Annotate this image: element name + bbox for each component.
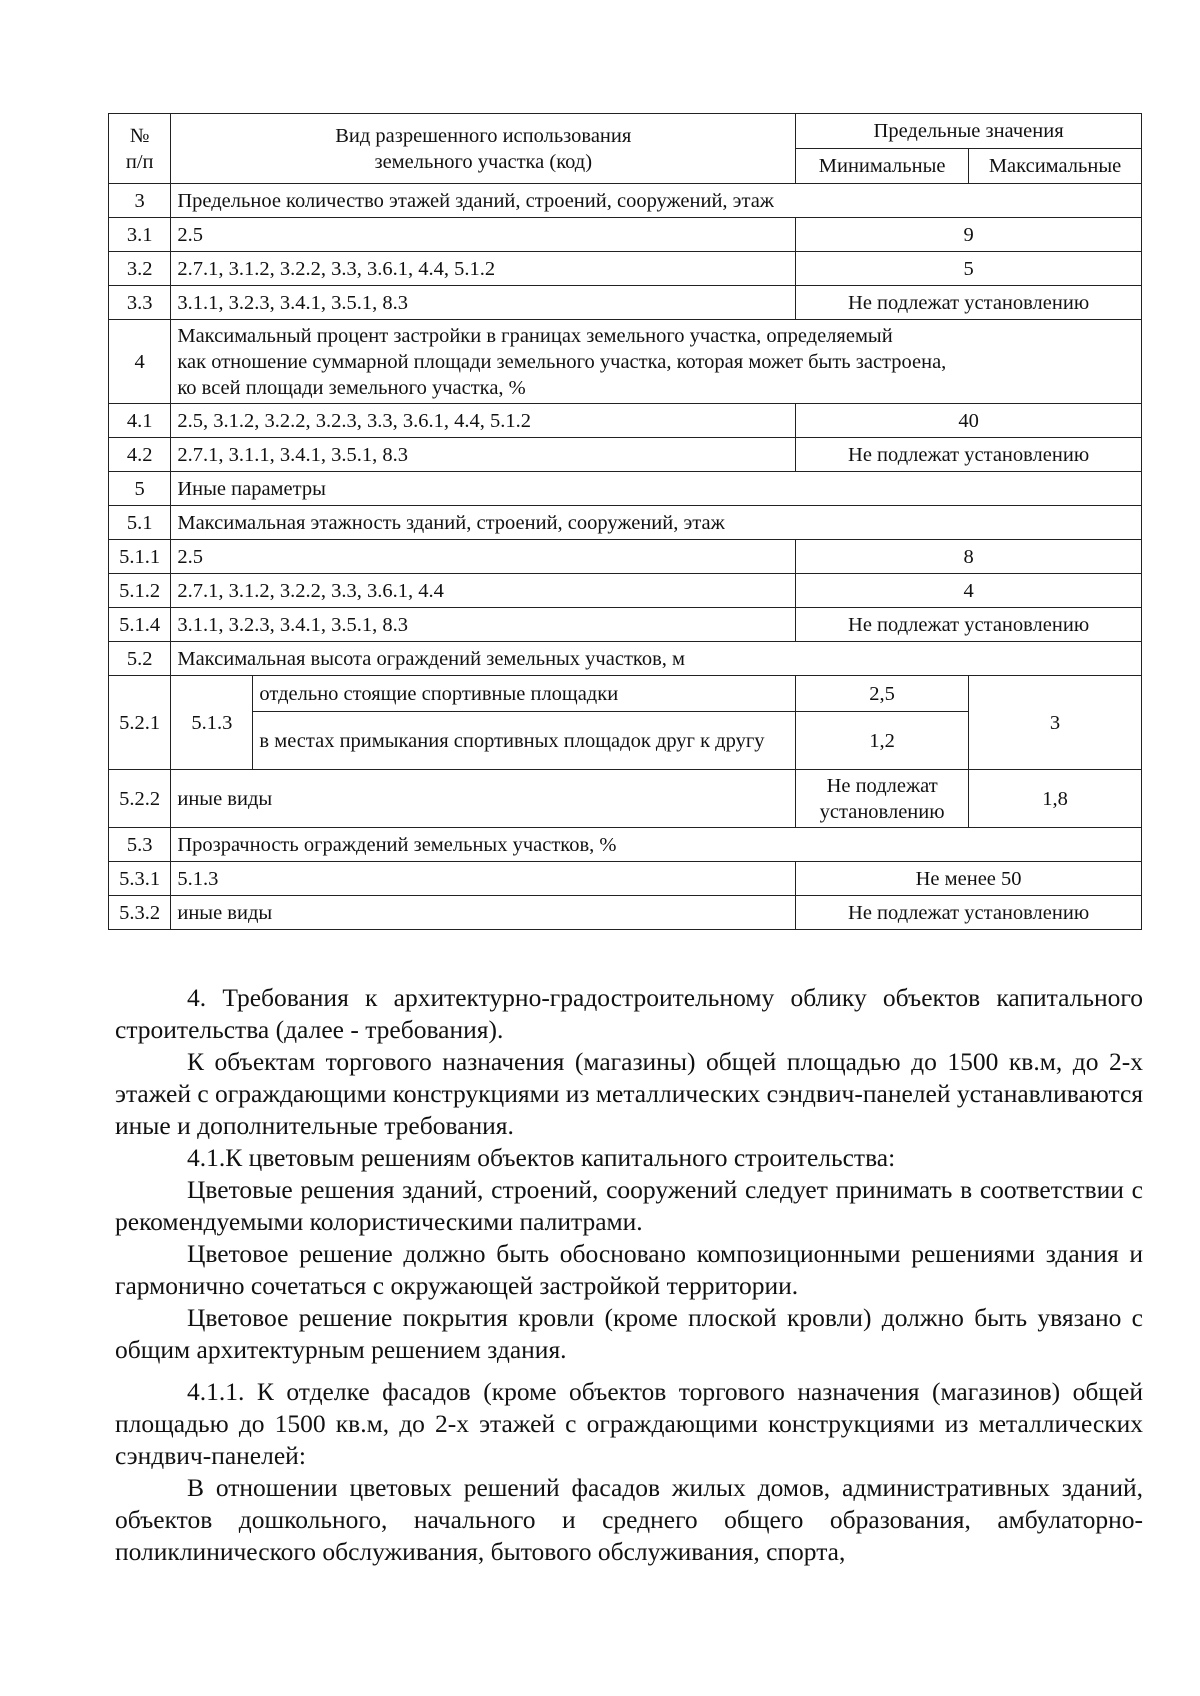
min-value: 1,2 — [796, 712, 969, 770]
table-row — [109, 184, 1142, 218]
fence-case: отдельно стоящие спортивные площадки — [253, 676, 796, 712]
table-row — [109, 404, 1142, 438]
limit-value: 8 — [796, 540, 1142, 574]
paragraph: В отношении цветовых решений фасадов жилых домов, административных зданий, объектов дошкольного, начального и среднего общего образования, амбулаторно-поликлинического обслуживания, бытового обслуживания, спорта, — [115, 1473, 1143, 1566]
table-row — [109, 438, 1142, 472]
limit-value: Не подлежат установлению — [796, 438, 1142, 472]
header-min: Минимальные — [796, 149, 969, 184]
table-row — [109, 642, 1142, 676]
usage-codes: 2.5 — [171, 540, 796, 574]
row-number: 3.1 — [109, 218, 171, 252]
section-title: Иные параметры — [171, 472, 1142, 506]
table-row — [109, 320, 1142, 404]
max-value: 1,8 — [969, 770, 1142, 828]
usage-codes: иные виды — [171, 770, 796, 828]
min-value: Не подлежат установлению — [796, 770, 969, 828]
usage-codes: 2.5 — [171, 218, 796, 252]
table-row — [109, 218, 1142, 252]
row-number: 5.1.1 — [109, 540, 171, 574]
paragraph: Цветовое решение должно быть обосновано композиционными решениями здания и гармонично сочетаться с окружающей застройкой территории. — [115, 1239, 1143, 1300]
row-number: 5.3 — [109, 828, 171, 862]
table-row — [109, 472, 1142, 506]
row-number: 3.2 — [109, 252, 171, 286]
body-text — [115, 982, 1143, 1568]
section-title: Максимальная этажность зданий, строений, сооружений, этаж — [171, 506, 1142, 540]
limits-table — [108, 113, 1142, 930]
limit-value: Не подлежат установлению — [796, 286, 1142, 320]
usage-codes: 3.1.1, 3.2.3, 3.4.1, 3.5.1, 8.3 — [171, 286, 796, 320]
table-row — [109, 828, 1142, 862]
usage-codes: 2.7.1, 3.1.2, 3.2.2, 3.3, 3.6.1, 4.4 — [171, 574, 796, 608]
table-row — [109, 540, 1142, 574]
paragraph: 4. Требования к архитектурно-градостроительному облику объектов капитального строительства (далее - требования). — [115, 983, 1143, 1044]
paragraph: Цветовое решение покрытия кровли (кроме плоской кровли) должно быть увязано с общим архитектурным решением здания. — [115, 1303, 1143, 1364]
table-row — [109, 574, 1142, 608]
limit-value: 4 — [796, 574, 1142, 608]
section-title: Максимальный процент застройки в границах земельного участка, определяемый как отношение суммарной площади земельного участка, которая может быть застроена, ко всей площади земельного участка, % — [171, 320, 1142, 404]
table-row — [109, 896, 1142, 930]
section-title: Прозрачность ограждений земельных участков, % — [171, 828, 1142, 862]
header-number: № п/п — [109, 114, 171, 184]
row-number: 5.1.4 — [109, 608, 171, 642]
usage-codes: 2.5, 3.1.2, 3.2.2, 3.2.3, 3.3, 3.6.1, 4.4, 5.1.2 — [171, 404, 796, 438]
header-max: Максимальные — [969, 149, 1142, 184]
row-number: 3.3 — [109, 286, 171, 320]
row-number: 5.1 — [109, 506, 171, 540]
table-row — [109, 506, 1142, 540]
table-row — [109, 676, 1142, 712]
usage-codes: иные виды — [171, 896, 796, 930]
limit-value: Не менее 50 — [796, 862, 1142, 896]
usage-codes: 2.7.1, 3.1.1, 3.4.1, 3.5.1, 8.3 — [171, 438, 796, 472]
table-row — [109, 608, 1142, 642]
min-value: 2,5 — [796, 676, 969, 712]
row-number: 4 — [109, 320, 171, 404]
row-number: 5 — [109, 472, 171, 506]
row-number: 5.3.2 — [109, 896, 171, 930]
table-row — [109, 252, 1142, 286]
usage-codes: 5.1.3 — [171, 862, 796, 896]
table-row — [109, 286, 1142, 320]
paragraph: К объектам торгового назначения (магазины) общей площадью до 1500 кв.м, до 2-х этажей с ограждающими конструкциями из металлических сэндвич-панелей устанавливаются иные и дополнительные требования. — [115, 1047, 1143, 1140]
paragraph: 4.1.К цветовым решениям объектов капитального строительства: — [187, 1143, 896, 1172]
usage-codes: 5.1.3 — [171, 676, 253, 770]
limit-value: 40 — [796, 404, 1142, 438]
limit-value: Не подлежат установлению — [796, 896, 1142, 930]
paragraph: 4.1.1. К отделке фасадов (кроме объектов торгового назначения (магазинов) общей площадью до 1500 кв.м, до 2-х этажей с ограждающими конструкциями из металлических сэндвич-панелей: — [115, 1377, 1143, 1470]
table-row — [109, 770, 1142, 828]
fence-case: в местах примыкания спортивных площадок друг к другу — [253, 712, 796, 770]
header-usage-type: Вид разрешенного использования земельного участка (код) — [171, 114, 796, 184]
limit-value: 5 — [796, 252, 1142, 286]
row-number: 5.2 — [109, 642, 171, 676]
usage-codes: 2.7.1, 3.1.2, 3.2.2, 3.3, 3.6.1, 4.4, 5.1.2 — [171, 252, 796, 286]
limit-value: 9 — [796, 218, 1142, 252]
usage-codes: 3.1.1, 3.2.3, 3.4.1, 3.5.1, 8.3 — [171, 608, 796, 642]
max-value: 3 — [969, 676, 1142, 770]
section-title: Предельное количество этажей зданий, строений, сооружений, этаж — [171, 184, 1142, 218]
row-number: 5.2.1 — [109, 676, 171, 770]
row-number: 5.3.1 — [109, 862, 171, 896]
row-number: 3 — [109, 184, 171, 218]
row-number: 5.2.2 — [109, 770, 171, 828]
section-title: Максимальная высота ограждений земельных участков, м — [171, 642, 1142, 676]
paragraph: Цветовые решения зданий, строений, сооружений следует принимать в соответствии с рекомендуемыми колористическими палитрами. — [115, 1175, 1143, 1236]
row-number: 5.1.2 — [109, 574, 171, 608]
table-row — [109, 862, 1142, 896]
row-number: 4.2 — [109, 438, 171, 472]
header-limit-values: Предельные значения — [796, 114, 1142, 149]
row-number: 4.1 — [109, 404, 171, 438]
limit-value: Не подлежат установлению — [796, 608, 1142, 642]
